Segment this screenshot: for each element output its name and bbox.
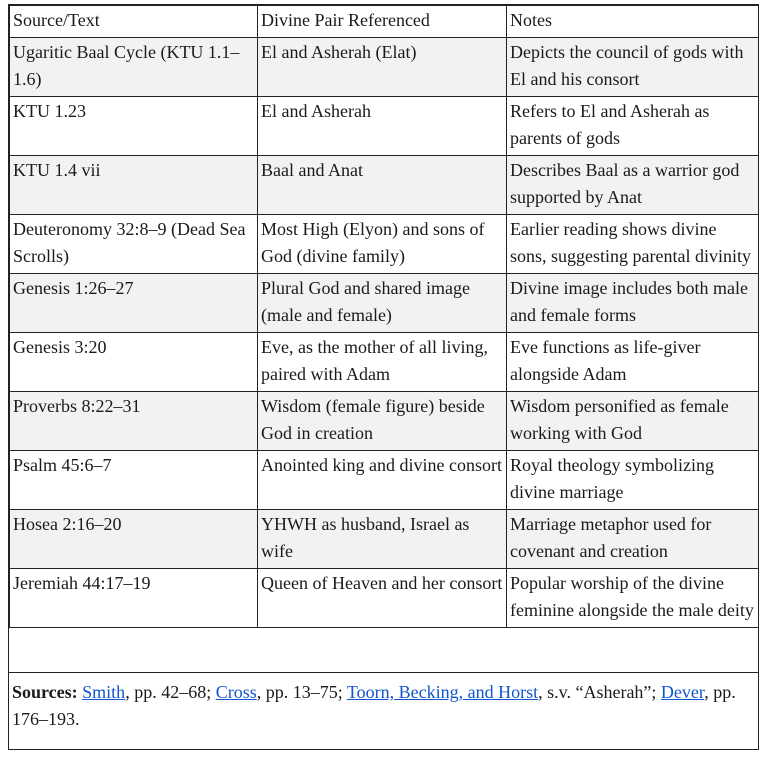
table-cell-source: Genesis 1:26–27 — [10, 274, 258, 333]
sources-text-2: , pp. 13–75; — [256, 682, 347, 702]
table-cell-source: KTU 1.23 — [10, 97, 258, 156]
table-cell-notes: Describes Baal as a warrior god supported by Anat — [507, 156, 759, 215]
table-cell-pair: Eve, as the mother of all living, paired with Adam — [258, 333, 507, 392]
table-row — [10, 392, 759, 451]
table-row — [10, 156, 759, 215]
table-cell-notes: Divine image includes both male and female forms — [507, 274, 759, 333]
table-cell-pair: YHWH as husband, Israel as wife — [258, 510, 507, 569]
table-row — [10, 333, 759, 392]
sources-text-1: , pp. 42–68; — [125, 682, 216, 702]
table-cell-source: Psalm 45:6–7 — [10, 451, 258, 510]
table-cell-source: Genesis 3:20 — [10, 333, 258, 392]
table-cell-notes: Eve functions as life-giver alongside Adam — [507, 333, 759, 392]
table-cell-notes: Refers to El and Asherah as parents of gods — [507, 97, 759, 156]
table-row — [10, 274, 759, 333]
table-row — [10, 215, 759, 274]
table-row — [10, 569, 759, 628]
table-cell-pair: Anointed king and divine consort — [258, 451, 507, 510]
header-divine-pair: Divine Pair Referenced — [258, 6, 507, 38]
table-cell-notes: Earlier reading shows divine sons, suggesting parental divinity — [507, 215, 759, 274]
table-cell-pair: Wisdom (female figure) beside God in creation — [258, 392, 507, 451]
table-row — [10, 451, 759, 510]
table-cell-source: Deuteronomy 32:8–9 (Dead Sea Scrolls) — [10, 215, 258, 274]
smith-link[interactable]: Smith — [82, 682, 126, 702]
table-cell-notes: Popular worship of the divine feminine alongside the male deity — [507, 569, 759, 628]
table-cell-source: Proverbs 8:22–31 — [10, 392, 258, 451]
table-cell-pair: Queen of Heaven and her consort — [258, 569, 507, 628]
dever-link[interactable]: Dever — [660, 682, 705, 702]
table-cell-notes: Royal theology symbolizing divine marriage — [507, 451, 759, 510]
cross-link[interactable]: Cross — [215, 682, 257, 702]
table-cell-notes: Marriage metaphor used for covenant and creation — [507, 510, 759, 569]
sources-label: Sources: — [12, 682, 78, 702]
table-header-row — [10, 6, 759, 38]
sources-footer — [9, 672, 758, 751]
table-cell-notes: Depicts the council of gods with El and his consort — [507, 38, 759, 97]
header-notes: Notes — [507, 6, 759, 38]
table-cell-source: KTU 1.4 vii — [10, 156, 258, 215]
table-cell-pair: Plural God and shared image (male and female) — [258, 274, 507, 333]
sources-text-3: , s.v. “Asherah”; — [538, 682, 661, 702]
table-row — [10, 97, 759, 156]
table-cell-notes: Wisdom personified as female working with God — [507, 392, 759, 451]
table-cell-pair: El and Asherah (Elat) — [258, 38, 507, 97]
sources-table-container — [8, 4, 759, 750]
header-source-text: Source/Text — [10, 6, 258, 38]
table-cell-pair: El and Asherah — [258, 97, 507, 156]
table-row — [10, 510, 759, 569]
table-cell-source: Hosea 2:16–20 — [10, 510, 258, 569]
table-cell-source: Jeremiah 44:17–19 — [10, 569, 258, 628]
sources-text-4: , pp. 176–193. — [12, 682, 736, 729]
divine-pairs-table — [9, 5, 759, 628]
table-row — [10, 38, 759, 97]
table-cell-pair: Baal and Anat — [258, 156, 507, 215]
toorn-becking-horst-link[interactable]: Toorn, Becking, and Horst — [346, 682, 539, 702]
table-cell-source: Ugaritic Baal Cycle (KTU 1.1–1.6) — [10, 38, 258, 97]
table-cell-pair: Most High (Elyon) and sons of God (divine family) — [258, 215, 507, 274]
